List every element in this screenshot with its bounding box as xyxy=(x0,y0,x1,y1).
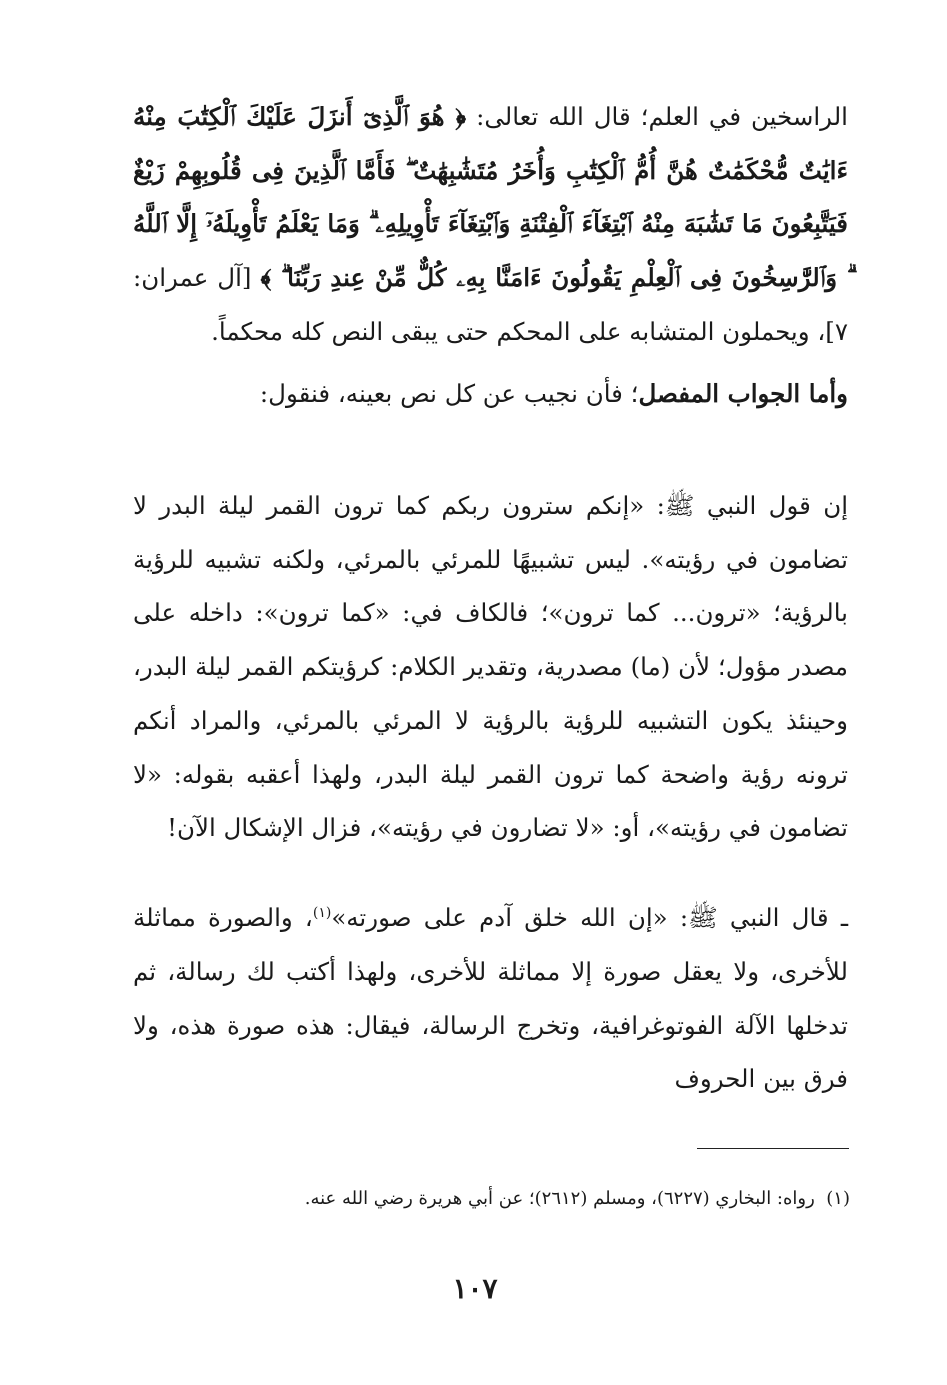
paragraph-4-explanation: ، والصورة مماثلة للأخرى، ولا يعقل صورة إلا مماثلة للأخرى، ولهذا أكتب لك رسالة، ثم تدخلها الآلة الفوتوغرافية، وتخرج الرسالة، فيقال: هذه صورة هذه، ولا فرق بين الحروف xyxy=(133,903,848,1094)
footnote-reference: (١) xyxy=(312,905,332,921)
paragraph-hadith-vision: إن قول النبي ﷺ: «إنكم سترون ربكم كما ترون القمر ليلة البدر لا تضامون في رؤيته». ليس تشبيهًا للمرئي بالمرئي، ولكنه تشبيه للرؤية بالرؤية؛ «ترون... كما ترون»؛ فالكاف في: «كما ترون»: داخله على مصدر مؤول؛ لأن (ما) مصدرية، وتقدير الكلام: كرؤيتكم القمر ليلة البدر، وحينئذ يكون التشبيه للرؤية بالرؤية لا المرئي بالمرئي، والمراد أنكم ترونه رؤية واضحة كما ترون القمر ليلة البدر، ولهذا أعقبه بقوله: «لا تضامون في رؤيته»، أو: «لا تضارون في رؤيته»، فزال الإشكال الآن! xyxy=(133,491,848,843)
page-number: ١٠٧ xyxy=(452,1272,498,1305)
paragraph-1-conclusion: [آل عمران: ٧]، ويحملون المتشابه على المحكم حتى يبقى النص كله محكماً. xyxy=(133,263,848,346)
paragraph-detailed-answer xyxy=(133,367,848,421)
detailed-answer-heading: وأما الجواب المفصل xyxy=(638,379,848,408)
detailed-answer-intro: ؛ فأن نجيب عن كل نص بعينه، فنقول: xyxy=(259,379,639,408)
body-text-detailed xyxy=(133,367,848,421)
footnote-divider xyxy=(697,1148,849,1149)
paragraph-4-hadith: ـ قال النبي ﷺ: «إن الله خلق آدم على صورته» xyxy=(331,903,849,933)
paragraph-quran-verse xyxy=(133,90,848,359)
body-text xyxy=(133,90,848,359)
footnote-text: رواه: البخاري (٦٢٢٧)، ومسلم (٢٦١٢)؛ عن أبي هريرة رضي الله عنه. xyxy=(304,1188,815,1209)
footnote-number: (١) xyxy=(826,1188,850,1209)
footnote xyxy=(205,1184,850,1214)
paragraph-1-intro: الراسخين في العلم؛ قال الله تعالى: xyxy=(466,102,848,131)
body-text-hadith xyxy=(133,479,848,855)
body-text-image xyxy=(133,887,848,1106)
quran-verse: ﴿ هُوَ ٱلَّذِىٓ أَنزَلَ عَلَيْكَ ٱلْكِتَٰبَ مِنْهُ ءَايَٰتٌ مُّحْكَمَٰتٌ هُنَّ أُمُّ ٱلْكِتَٰبِ وَأُخَرُ مُتَشَٰبِهَٰتٌ ۖ فَأَمَّا ٱلَّذِينَ فِى قُلُوبِهِمْ زَيْغٌ فَيَتَّبِعُونَ مَا تَشَٰبَهَ مِنْهُ ٱبْتِغَآءَ ٱلْفِتْنَةِ وَٱبْتِغَآءَ تَأْوِيلِهِۦ ۗ وَمَا يَعْلَمُ تَأْوِيلَهُۥٓ إِلَّا ٱللَّهُ ۗ وَٱلرَّٰسِخُونَ فِى ٱلْعِلْمِ يَقُولُونَ ءَامَنَّا بِهِۦ كُلٌّ مِّنْ عِندِ رَبِّنَا ۗ ﴾ xyxy=(133,102,848,293)
paragraph-hadith-image xyxy=(133,887,848,1106)
